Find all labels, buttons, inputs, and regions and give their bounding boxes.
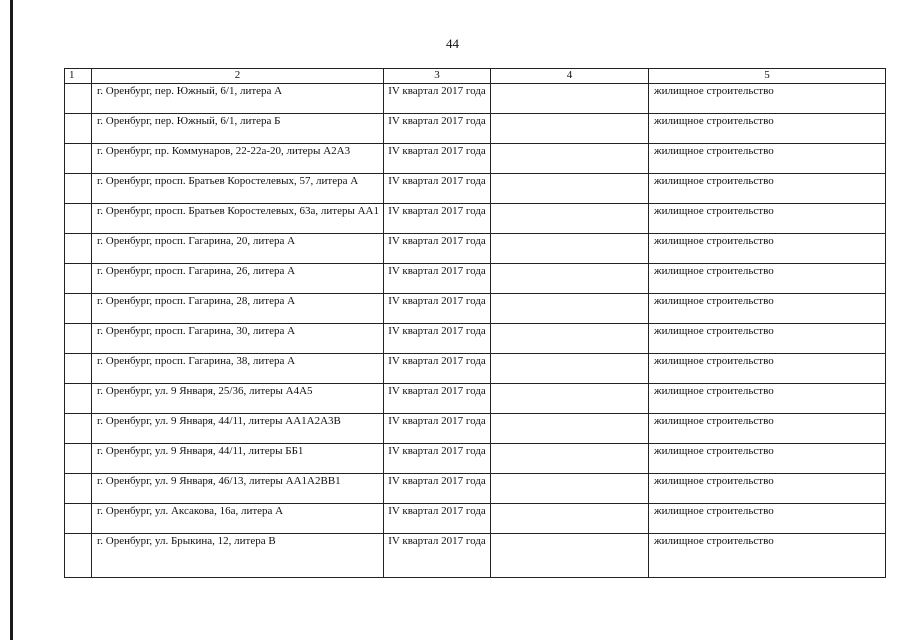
address-cell: г. Оренбург, просп. Братьев Коростелевых, 57, литера А — [92, 174, 384, 204]
purpose-cell: жилищное строительство — [649, 204, 886, 234]
row-number-cell — [65, 414, 92, 444]
table-row — [65, 174, 886, 204]
row-number-cell — [65, 84, 92, 114]
column-4-cell — [491, 384, 649, 414]
column-header-2: 2 — [92, 69, 384, 84]
term-cell: IV квартал 2017 года — [384, 204, 491, 234]
purpose-cell: жилищное строительство — [649, 324, 886, 354]
row-number-cell — [65, 264, 92, 294]
purpose-cell: жилищное строительство — [649, 504, 886, 534]
table-row — [65, 414, 886, 444]
address-cell: г. Оренбург, просп. Братьев Коростелевых, 63а, литеры АА1 — [92, 204, 384, 234]
document-table — [64, 68, 886, 578]
term-cell: IV квартал 2017 года — [384, 534, 491, 578]
term-cell: IV квартал 2017 года — [384, 504, 491, 534]
column-header-5: 5 — [649, 69, 886, 84]
scan-edge-line — [10, 0, 13, 640]
address-cell: г. Оренбург, просп. Гагарина, 30, литера А — [92, 324, 384, 354]
purpose-cell: жилищное строительство — [649, 144, 886, 174]
row-number-cell — [65, 294, 92, 324]
row-number-cell — [65, 384, 92, 414]
address-cell: г. Оренбург, просп. Гагарина, 26, литера А — [92, 264, 384, 294]
address-cell: г. Оренбург, просп. Гагарина, 38, литера А — [92, 354, 384, 384]
table-row — [65, 474, 886, 504]
column-4-cell — [491, 534, 649, 578]
address-cell: г. Оренбург, просп. Гагарина, 28, литера А — [92, 294, 384, 324]
address-cell: г. Оренбург, просп. Гагарина, 20, литера А — [92, 234, 384, 264]
column-4-cell — [491, 444, 649, 474]
row-number-cell — [65, 474, 92, 504]
term-cell: IV квартал 2017 года — [384, 84, 491, 114]
column-4-cell — [491, 234, 649, 264]
term-cell: IV квартал 2017 года — [384, 324, 491, 354]
row-number-cell — [65, 504, 92, 534]
term-cell: IV квартал 2017 года — [384, 444, 491, 474]
column-4-cell — [491, 414, 649, 444]
row-number-cell — [65, 144, 92, 174]
address-cell: г. Оренбург, пр. Коммунаров, 22-22а-20, литеры А2А3 — [92, 144, 384, 174]
row-number-cell — [65, 354, 92, 384]
term-cell: IV квартал 2017 года — [384, 384, 491, 414]
table-header-row — [65, 69, 886, 84]
purpose-cell: жилищное строительство — [649, 234, 886, 264]
purpose-cell: жилищное строительство — [649, 414, 886, 444]
address-cell: г. Оренбург, ул. 9 Января, 44/11, литеры ББ1 — [92, 444, 384, 474]
address-cell: г. Оренбург, ул. Брыкина, 12, литера В — [92, 534, 384, 578]
table-row — [65, 264, 886, 294]
table-row — [65, 204, 886, 234]
term-cell: IV квартал 2017 года — [384, 414, 491, 444]
column-4-cell — [491, 84, 649, 114]
column-4-cell — [491, 294, 649, 324]
purpose-cell: жилищное строительство — [649, 474, 886, 504]
term-cell: IV квартал 2017 года — [384, 174, 491, 204]
purpose-cell: жилищное строительство — [649, 444, 886, 474]
column-4-cell — [491, 204, 649, 234]
purpose-cell: жилищное строительство — [649, 264, 886, 294]
term-cell: IV квартал 2017 года — [384, 354, 491, 384]
column-4-cell — [491, 324, 649, 354]
table-row — [65, 144, 886, 174]
column-header-4: 4 — [491, 69, 649, 84]
term-cell: IV квартал 2017 года — [384, 144, 491, 174]
address-cell: г. Оренбург, ул. Аксакова, 16а, литера А — [92, 504, 384, 534]
term-cell: IV квартал 2017 года — [384, 114, 491, 144]
table-row — [65, 324, 886, 354]
table-row — [65, 234, 886, 264]
purpose-cell: жилищное строительство — [649, 354, 886, 384]
row-number-cell — [65, 234, 92, 264]
address-cell: г. Оренбург, пер. Южный, 6/1, литера А — [92, 84, 384, 114]
row-number-cell — [65, 114, 92, 144]
address-cell: г. Оренбург, пер. Южный, 6/1, литера Б — [92, 114, 384, 144]
purpose-cell: жилищное строительство — [649, 384, 886, 414]
table-row — [65, 444, 886, 474]
column-header-1: 1 — [65, 69, 92, 84]
table-row — [65, 384, 886, 414]
address-cell: г. Оренбург, ул. 9 Января, 44/11, литеры АА1А2А3В — [92, 414, 384, 444]
row-number-cell — [65, 204, 92, 234]
column-4-cell — [491, 174, 649, 204]
page-number: 44 — [446, 36, 459, 51]
column-4-cell — [491, 354, 649, 384]
purpose-cell: жилищное строительство — [649, 534, 886, 578]
address-cell: г. Оренбург, ул. 9 Января, 46/13, литеры АА1А2ВВ1 — [92, 474, 384, 504]
purpose-cell: жилищное строительство — [649, 114, 886, 144]
column-4-cell — [491, 144, 649, 174]
purpose-cell: жилищное строительство — [649, 174, 886, 204]
column-4-cell — [491, 114, 649, 144]
table-row — [65, 114, 886, 144]
address-cell: г. Оренбург, ул. 9 Января, 25/36, литеры А4А5 — [92, 384, 384, 414]
term-cell: IV квартал 2017 года — [384, 294, 491, 324]
purpose-cell: жилищное строительство — [649, 294, 886, 324]
column-4-cell — [491, 474, 649, 504]
table-row — [65, 354, 886, 384]
row-number-cell — [65, 444, 92, 474]
term-cell: IV квартал 2017 года — [384, 234, 491, 264]
column-header-3: 3 — [384, 69, 491, 84]
row-number-cell — [65, 324, 92, 354]
table-row — [65, 294, 886, 324]
term-cell: IV квартал 2017 года — [384, 264, 491, 294]
table-row — [65, 504, 886, 534]
purpose-cell: жилищное строительство — [649, 84, 886, 114]
table-row — [65, 84, 886, 114]
column-4-cell — [491, 504, 649, 534]
table-row — [65, 534, 886, 578]
column-4-cell — [491, 264, 649, 294]
term-cell: IV квартал 2017 года — [384, 474, 491, 504]
row-number-cell — [65, 174, 92, 204]
row-number-cell — [65, 534, 92, 578]
